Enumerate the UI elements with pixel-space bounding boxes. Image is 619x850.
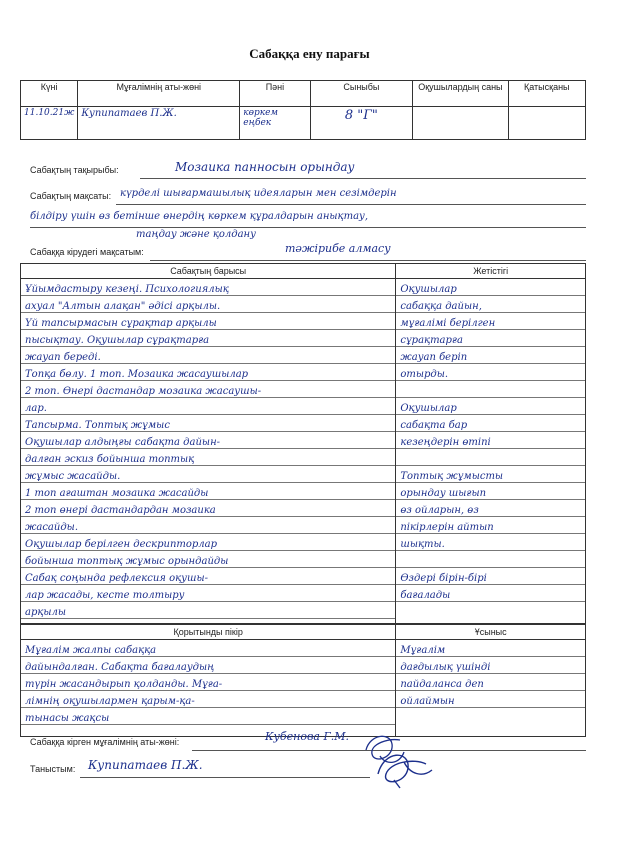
achievement-cell	[396, 279, 586, 625]
progress-line: 2 топ өнері дастандардан мозаика	[25, 505, 216, 516]
topic-underline	[140, 178, 586, 179]
achievement-notes	[396, 279, 585, 606]
header-teacher-name: Мұғалімнің аты-жөні	[78, 81, 240, 107]
achievement-line	[400, 383, 581, 400]
achievement-line: отырды.	[400, 369, 449, 380]
achievement-line: сұрақтарға	[400, 335, 463, 346]
achievement-line: мұғалімі берілген	[400, 318, 496, 329]
value-student-count	[413, 107, 508, 140]
achievement-line: орындау шығып	[400, 488, 487, 499]
achievement-line: жауап беріп	[400, 352, 468, 363]
acquainted-underline	[80, 777, 370, 778]
achievement-line: пікірлерін айтып	[400, 522, 494, 533]
header-subject: Пәні	[240, 81, 310, 107]
progress-notes	[21, 279, 395, 623]
header-student-count: Оқушылардың саны	[413, 81, 508, 107]
opinion-line: дайындалған. Сабақта бағалаудың	[25, 662, 215, 673]
progress-line: 1 топ ағаштан мозаика жасайды	[25, 488, 209, 499]
achievement-line	[400, 553, 581, 570]
topic-value: Мозаика панносын орындау	[175, 160, 355, 174]
progress-line: пысықтау. Оқушылар сұрақтарға	[25, 335, 210, 346]
lesson-observation-table	[20, 263, 586, 737]
observer-goal-underline	[150, 260, 586, 261]
progress-line: Топқа бөлу. 1 топ. Мозаика жасаушылар	[25, 369, 249, 380]
value-subject: көркем еңбек	[240, 107, 310, 140]
lesson-info-table	[20, 80, 586, 140]
opinion-line: тынасы жақсы	[25, 713, 110, 724]
achievement-line: Оқушылар	[400, 284, 457, 295]
goal-label: Сабақтың мақсаты:	[30, 191, 112, 201]
acquainted-signature	[370, 744, 440, 794]
observer-goal-value: тәжірибе алмасу	[285, 242, 391, 255]
acquainted-value: Купипатаев П.Ж.	[88, 758, 203, 772]
suggestion-notes	[396, 640, 585, 712]
progress-line: арқылы	[25, 607, 67, 618]
opinion-line: лімнің оқушылармен қарым-қа-	[25, 696, 195, 707]
progress-line: лар жасады, кесте толтыру	[25, 590, 185, 601]
progress-line: жасайды.	[25, 522, 78, 533]
progress-line: Тапсырма. Топтық жұмыс	[25, 420, 170, 431]
progress-header: Сабақтың барысы	[21, 264, 396, 279]
progress-line: 2 топ. Өнері дастандар мозаика жасаушы-	[25, 386, 262, 397]
goal-line-2: білдіру үшін өз бетінше өнердің көркем құралдарын анықтау,	[30, 211, 369, 222]
achievement-line: сабақта бар	[400, 420, 468, 431]
value-teacher-name: Купипатаев П.Ж.	[78, 107, 240, 140]
progress-cell	[21, 279, 396, 625]
opinion-line: түрін жасандырып қолданды. Мұға-	[25, 679, 223, 690]
progress-line: Ұйымдастыру кезеңі. Психологиялық	[25, 284, 229, 295]
observer-name-value: Кубенова Г.М.	[265, 730, 349, 743]
progress-line: Оқушылар берілген дескрипторлар	[25, 539, 218, 550]
goal-line-1: күрделі шығармашылық идеяларын мен сезімдерін	[120, 188, 397, 199]
opinion-header: Қорытынды пікір	[21, 624, 396, 640]
header-date: Күні	[21, 81, 78, 107]
suggestion-line: дағдылық үшінді	[400, 662, 491, 673]
header-class: Сыныбы	[310, 81, 413, 107]
observer-goal-label: Сабаққа кірудегі мақсатым:	[30, 247, 144, 257]
progress-line: ахуал "Алтын алақан" әдісі арқылы.	[25, 301, 221, 312]
achievement-line	[400, 451, 581, 468]
progress-line: жұмыс жасайды.	[25, 471, 121, 482]
suggestion-line: ойлаймын	[400, 696, 455, 707]
acquainted-label: Таныстым:	[30, 764, 76, 774]
progress-line: Оқушылар алдыңғы сабақта дайын-	[25, 437, 221, 448]
topic-label: Сабақтың тақырыбы:	[30, 165, 119, 175]
observer-name-label: Сабаққа кірген мұғалімнің аты-жөні:	[30, 737, 180, 747]
suggestion-line: Мұғалім	[400, 645, 446, 656]
document-title: Сабаққа ену парағы	[249, 46, 370, 61]
value-class: 8 "Г"	[310, 107, 413, 140]
achievement-line: шықты.	[400, 539, 445, 550]
progress-line: далған эскиз бойынша топтық	[25, 454, 195, 465]
progress-line: бойынша топтық жұмыс орындайды	[25, 556, 229, 567]
suggestion-line: пайдаланса деп	[400, 679, 484, 690]
suggestion-header: Ұсыныс	[396, 624, 586, 640]
goal-line-3: таңдау және қолдану	[136, 229, 256, 240]
header-attended: Қатысқаны	[508, 81, 585, 107]
value-attended	[508, 107, 585, 140]
suggestion-cell	[396, 640, 586, 737]
achievement-line: бағалады	[400, 590, 451, 601]
achievement-line: өз ойларын, өз	[400, 505, 479, 516]
progress-line: жауап береді.	[25, 352, 101, 363]
achievement-line: Оқушылар	[400, 403, 457, 414]
goal-underline-1	[116, 204, 586, 205]
goal-underline-2	[30, 227, 586, 228]
achievement-line: сабаққа дайын,	[400, 301, 482, 312]
achievement-line: кезеңдерін өтіпі	[400, 437, 491, 448]
achievement-header: Жетістігі	[396, 264, 586, 279]
achievement-line: Өздері бірін-бірі	[400, 573, 487, 584]
opinion-cell	[21, 640, 396, 737]
achievement-line: Топтық жұмысты	[400, 471, 504, 482]
value-date: 11.10.21ж	[21, 107, 78, 140]
progress-line: Сабақ соңында рефлексия оқушы-	[25, 573, 208, 584]
progress-line: Үй тапсырмасын сұрақтар арқылы	[25, 318, 217, 329]
opinion-line: Мұғалім жалпы сабаққа	[25, 645, 157, 656]
opinion-notes	[21, 640, 395, 729]
progress-line: лар.	[25, 403, 47, 414]
